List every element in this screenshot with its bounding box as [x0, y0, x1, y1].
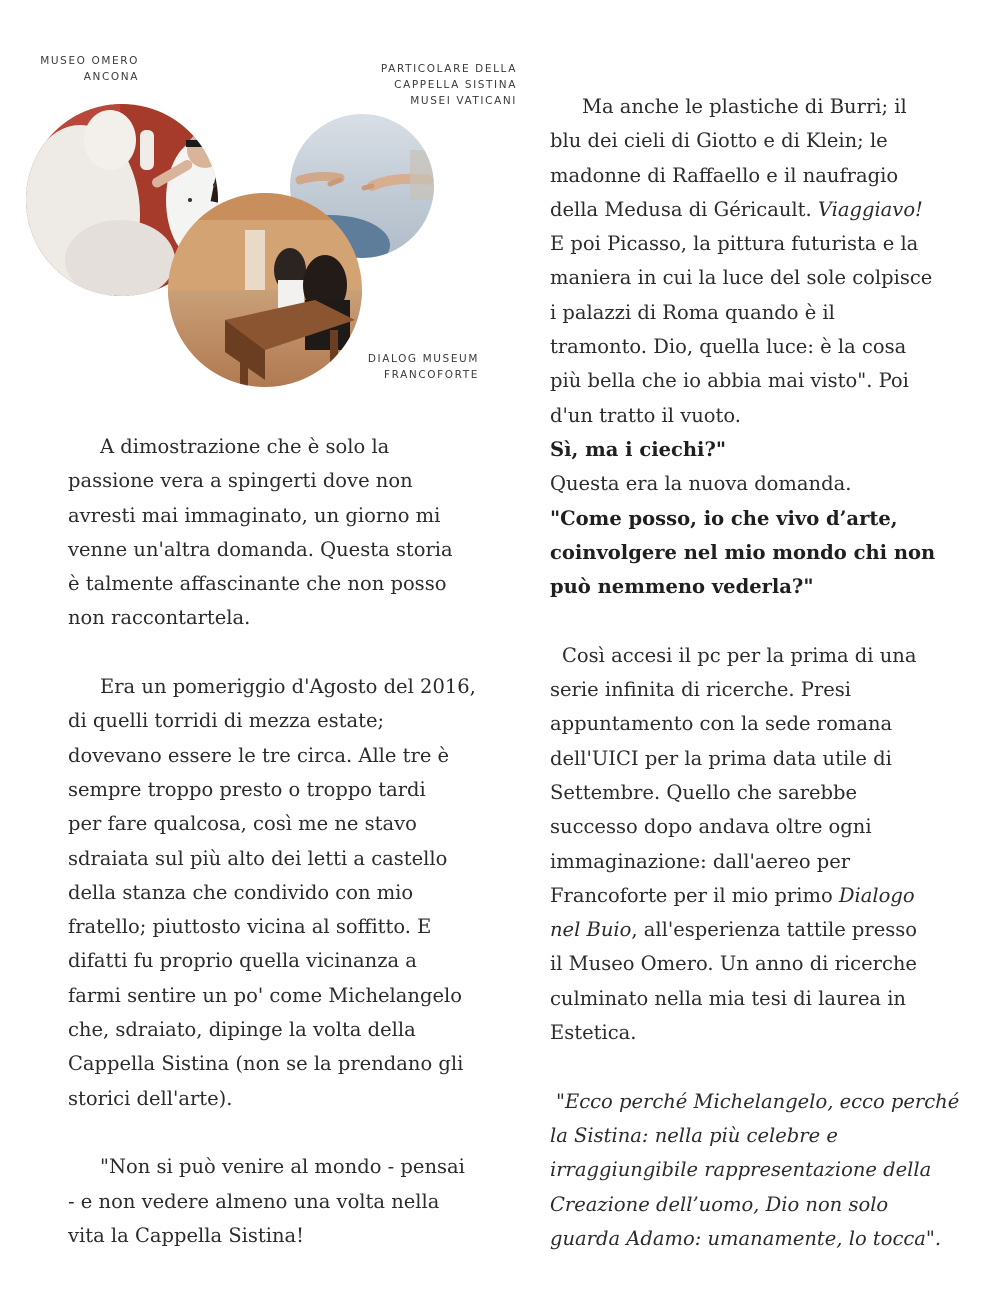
text-line: culminato nella mia tesi di laurea in — [550, 986, 906, 1010]
caption-line: DIALOG MUSEUM — [367, 353, 479, 365]
text-line: guarda Adamo: umanamente, lo tocca". — [550, 1226, 942, 1250]
text-line: venne un'altra domanda. Questa storia — [68, 537, 453, 561]
bold-quote — [550, 502, 970, 605]
text-line: difatti fu proprio quella vicinanza a — [68, 949, 417, 973]
paragraph-afternoon — [68, 670, 513, 1116]
text-line: successo dopo andava oltre ogni — [550, 815, 872, 839]
caption-cappella-sistina — [360, 61, 517, 109]
text-line: Così accesi il pc per la prima di una — [562, 643, 917, 667]
text-line: la Sistina: nella più celebre e — [550, 1123, 838, 1147]
text-line: Ma anche le plastiche di Burri; il — [582, 95, 907, 118]
text-line: della Medusa di Géricault. — [550, 197, 818, 221]
text-line: immaginazione: dall'aereo per — [550, 849, 851, 873]
text-line: Estetica. — [550, 1021, 637, 1045]
text-line: irraggiungibile rappresentazione della — [550, 1158, 932, 1182]
caption-museo-omero — [36, 53, 139, 85]
closing-quote — [550, 1085, 970, 1256]
text-line: sdraiata sul più alto dei letti a castello — [68, 846, 448, 870]
text-line: madonne di Raffaello e il naufragio — [550, 163, 899, 187]
paragraph-sistina-quote — [68, 1150, 513, 1253]
text-line: dell'UICI per la prima data utile di — [550, 746, 892, 770]
caption-line: ANCONA — [83, 71, 139, 83]
text-emphasis: Dialogo — [838, 883, 915, 907]
text-line: Francoforte per il mio primo — [550, 883, 839, 907]
caption-line: MUSEI VATICANI — [410, 95, 517, 107]
text-line: , all'esperienza tattile presso — [631, 918, 918, 942]
text-line: è talmente affascinante che non posso — [68, 572, 447, 596]
text-line: d'un tratto il vuoto. — [550, 403, 741, 427]
caption-line: PARTICOLARE DELLA — [380, 63, 517, 75]
text-line: i palazzi di Roma quando è il — [550, 300, 835, 324]
text-line: per fare qualcosa, così me ne stavo — [68, 812, 417, 836]
text-line: appuntamento con la sede romana — [550, 712, 893, 736]
text-line: avresti mai immaginato, un giorno mi — [68, 503, 441, 527]
text-line: Creazione dell’uomo, Dio non solo — [550, 1192, 889, 1216]
text-line: vita la Cappella Sistina! — [68, 1223, 305, 1247]
text-emphasis: nel Buio — [550, 918, 632, 942]
text-line: sempre troppo presto o troppo tardi — [68, 777, 426, 801]
paragraph-intro — [68, 430, 513, 636]
caption-line: FRANCOFORTE — [383, 369, 479, 381]
text-line: della stanza che condivido con mio — [68, 880, 414, 904]
text-line: Era un pomeriggio d'Agosto del 2016, — [100, 675, 476, 699]
question-intro: Questa era la nuova domanda. — [550, 472, 852, 496]
text-line: storici dell'arte). — [68, 1086, 233, 1110]
text-line: non raccontartela. — [68, 606, 251, 630]
text-line: maniera in cui la luce del sole colpisce — [550, 266, 933, 290]
text-line: può nemmeno vederla?" — [550, 575, 814, 599]
text-line: il Museo Omero. Un anno di ricerche — [550, 952, 917, 976]
caption-line: MUSEO OMERO — [40, 55, 139, 67]
text-line: di quelli torridi di mezza estate; — [68, 709, 385, 733]
text-line: E poi Picasso, la pittura futurista e la — [550, 232, 919, 256]
text-line: A dimostrazione che è solo la — [100, 435, 390, 458]
left-column — [68, 430, 513, 1253]
text-line: "Non si può venire al mondo - pensai — [100, 1155, 465, 1179]
text-line: "Ecco perché Michelangelo, ecco perché — [556, 1089, 960, 1113]
text-line: fratello; piuttosto vicina al soffitto. E — [68, 915, 432, 939]
right-column — [550, 90, 970, 1256]
text-line: tramonto. Dio, quella luce: è la cosa — [550, 335, 907, 359]
text-line: più bella che io abbia mai visto". Poi — [550, 369, 909, 393]
text-line: blu dei cieli di Giotto e di Klein; le — [550, 129, 888, 153]
text-line: Settembre. Quello che sarebbe — [550, 780, 858, 804]
text-line: serie infinita di ricerche. Presi — [550, 678, 852, 702]
text-line: Cappella Sistina (non se la prendano gli — [68, 1052, 464, 1076]
caption-line: CAPPELLA SISTINA — [394, 79, 517, 91]
caption-dialog-museum — [358, 351, 479, 383]
paragraph-research — [550, 639, 970, 1051]
text-line: - e non vedere almeno una volta nella — [68, 1189, 440, 1213]
text-line: passione vera a spingerti dove non — [68, 469, 413, 493]
text-line: farmi sentire un po' come Michelangelo — [68, 983, 462, 1007]
question-heading: Sì, ma i ciechi?" — [550, 437, 727, 461]
text-line: che, sdraiato, dipinge la volta della — [68, 1018, 416, 1042]
text-line: coinvolgere nel mio mondo chi non — [550, 540, 936, 564]
paragraph-art-memories — [550, 90, 970, 433]
text-line: dovevano essere le tre circa. Alle tre è — [68, 743, 450, 767]
text-emphasis: Viaggiavo! — [817, 197, 923, 221]
text-line: "Come posso, io che vivo d’arte, — [550, 506, 898, 530]
